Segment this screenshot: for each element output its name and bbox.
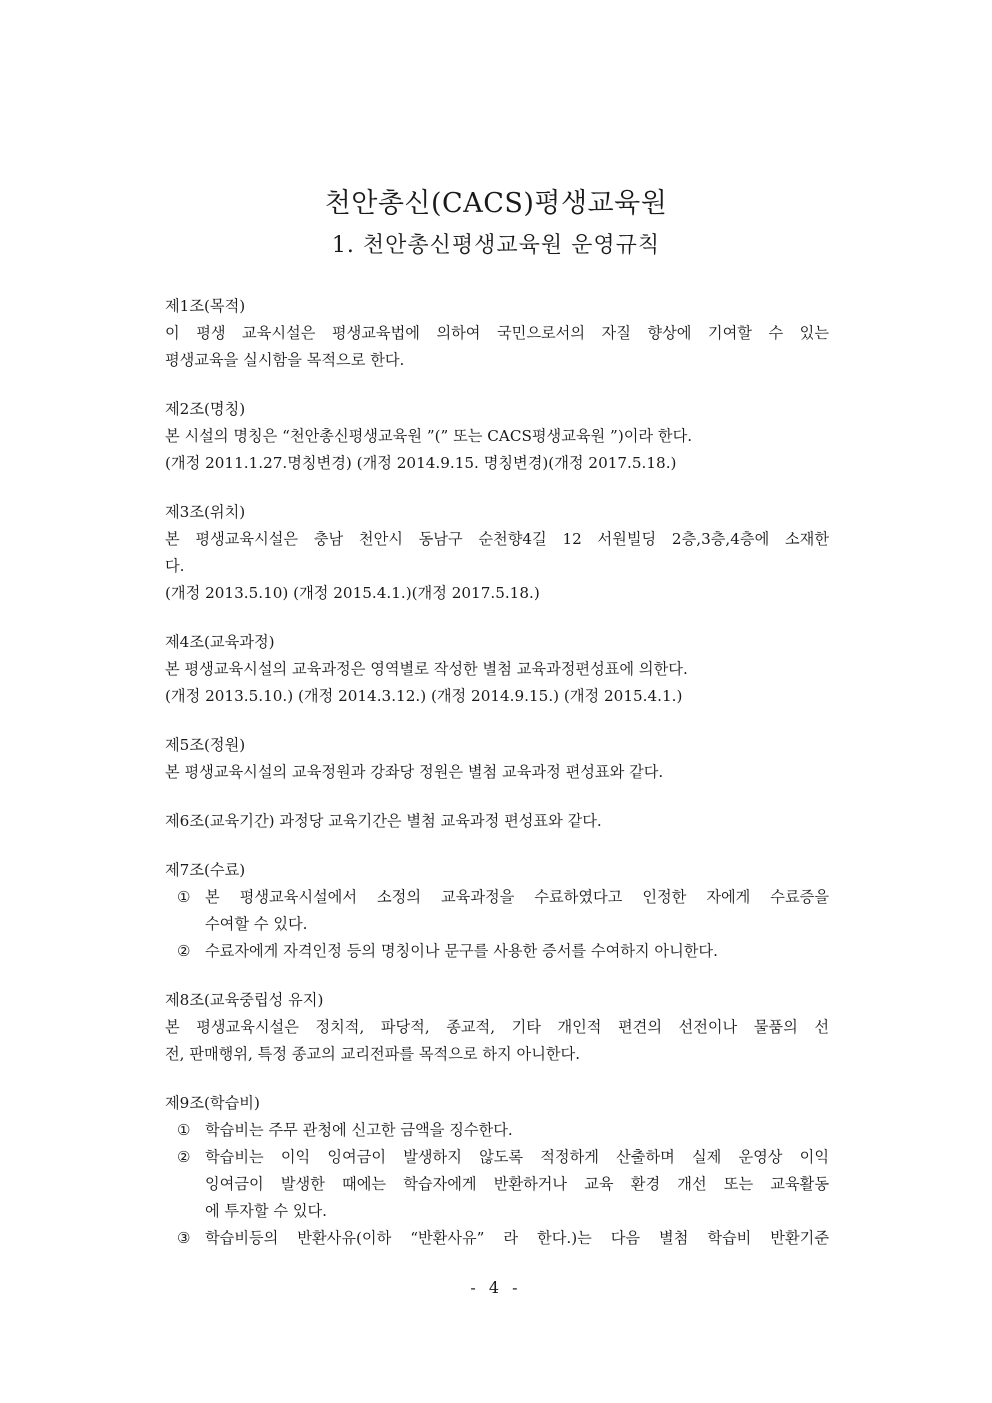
- list-item-first-line: [177, 1117, 829, 1144]
- section-title: 1. 천안총신평생교육원 운영규칙: [331, 233, 661, 258]
- article-text-line: 전, 판매행위, 특정 종교의 교리전파를 목적으로 하지 아니한다.: [165, 1045, 581, 1063]
- list-item: [165, 938, 829, 965]
- article-heading: 제8조(교육중립성 유지): [165, 991, 324, 1009]
- article-text-line: 본 평생교육시설의 교육과정은 영역별로 작성한 별첨 교육과정편성표에 의한다.: [165, 660, 688, 678]
- article-4: [165, 629, 829, 710]
- item-marker: ②: [177, 1148, 191, 1166]
- article-text-line: (개정 2013.5.10.) (개정 2014.3.12.) (개정 2014.9.15.) (개정 2015.4.1.): [165, 687, 683, 705]
- article-2: [165, 396, 829, 477]
- item-marker: ①: [177, 1121, 191, 1139]
- article-heading: 제7조(수료): [165, 861, 246, 879]
- article-text-line: 에 투자할 수 있다.: [205, 1202, 328, 1220]
- article-text-line: 이 평생 교육시설은 평생교육법에 의하여 국민으로서의 자질 향상에 기여할 수 있는: [165, 324, 829, 342]
- article-text-line: 본 평생교육시설에서 소정의 교육과정을 수료하였다고 인정한 자에게 수료증을: [205, 888, 829, 906]
- article-text-line: 본 평생교육시설은 정치적, 파당적, 종교적, 기타 개인적 편견의 선전이나 물품의 선: [165, 1018, 829, 1036]
- list-item-first-line: [177, 938, 829, 965]
- article-text-line: 평생교육을 실시함을 목적으로 한다.: [165, 351, 405, 369]
- article-heading: 제5조(정원): [165, 736, 246, 754]
- list-item: [165, 884, 829, 938]
- article-heading: 제1조(목적): [165, 297, 246, 315]
- article-text-line: 본 시설의 명칭은 “천안총신평생교육원 ”(” 또는 CACS평생교육원 ”)이라 한다.: [165, 427, 693, 445]
- article-6: [165, 808, 829, 835]
- list-item-first-line: [177, 884, 829, 911]
- article-8: [165, 987, 829, 1068]
- article-heading: 제3조(위치): [165, 503, 246, 521]
- article-heading: 제2조(명칭): [165, 400, 246, 418]
- article-text-line: 학습비는 이익 잉여금이 발생하지 않도록 적정하게 산출하며 실제 운영상 이익: [205, 1148, 829, 1166]
- document-body: [165, 293, 829, 1274]
- list-item-first-line: [177, 1225, 829, 1252]
- article-9: [165, 1090, 829, 1252]
- document-title: 천안총신(CACS)평생교육원: [324, 188, 668, 219]
- list-item: [165, 1225, 829, 1252]
- item-marker: ③: [177, 1229, 191, 1247]
- article-text-line: (개정 2013.5.10) (개정 2015.4.1.)(개정 2017.5.18.): [165, 584, 540, 602]
- article-text-line: 수료자에게 자격인정 등의 명칭이나 문구를 사용한 증서를 수여하지 아니한다.: [205, 942, 718, 960]
- article-text-line: 학습비는 주무 관청에 신고한 금액을 징수한다.: [205, 1121, 513, 1139]
- article-text-line: 잉여금이 발생한 때에는 학습자에게 반환하거나 교육 환경 개선 또는 교육활동: [205, 1175, 829, 1193]
- article-text-line: 학습비등의 반환사유(이하 “반환사유” 라 한다.)는 다음 별첨 학습비 반환기준: [205, 1229, 829, 1247]
- article-text-line: 수여할 수 있다.: [205, 915, 308, 933]
- article-1: [165, 293, 829, 374]
- page-number: - 4 -: [470, 1278, 522, 1297]
- item-marker: ②: [177, 942, 191, 960]
- article-heading: 제6조(교육기간) 과정당 교육기간은 별첨 교육과정 편성표와 같다.: [165, 812, 602, 830]
- article-text-line: 본 평생교육시설은 충남 천안시 동남구 순천향4길 12 서원빌딩 2층,3층,4층에 소재한: [165, 530, 829, 548]
- list-item: [165, 1117, 829, 1144]
- list-item: [165, 1144, 829, 1225]
- article-3: [165, 499, 829, 607]
- article-5: [165, 732, 829, 786]
- list-item-first-line: [177, 1144, 829, 1171]
- article-heading: 제9조(학습비): [165, 1094, 260, 1112]
- article-text-line: 본 평생교육시설의 교육정원과 강좌당 정원은 별첨 교육과정 편성표와 같다.: [165, 763, 664, 781]
- article-7: [165, 857, 829, 965]
- article-heading: 제4조(교육과정): [165, 633, 275, 651]
- article-text-line: 다.: [165, 557, 185, 575]
- article-text-line: (개정 2011.1.27.명칭변경) (개정 2014.9.15. 명칭변경)(개정 2017.5.18.): [165, 454, 677, 472]
- item-marker: ①: [177, 888, 191, 906]
